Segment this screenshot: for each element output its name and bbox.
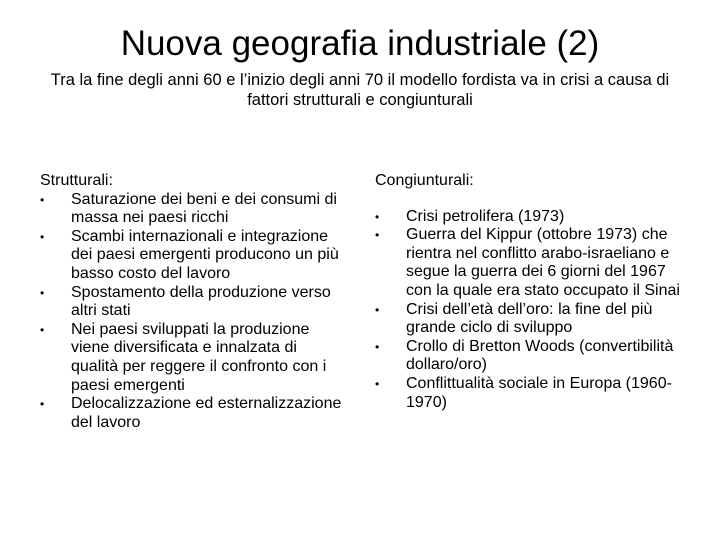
bullet-icon: • — [375, 376, 380, 391]
list-item-text: Guerra del Kippur (ottobre 1973) che rientra nel conflitto arabo-israeliano e segue la guerra dei 6 giorni del 1967 con la quale era stato occupato il Sinai — [406, 226, 680, 299]
list-item — [375, 208, 690, 227]
slide-title: Nuova geografia industriale (2) — [120, 24, 600, 63]
structural-column — [40, 172, 345, 432]
list-item — [375, 338, 690, 375]
bullet-icon: • — [375, 302, 380, 317]
list-item-text: Crisi petrolifera (1973) — [406, 207, 565, 225]
list-item-text: Crisi dell’età dell’oro: la fine del più grande ciclo di sviluppo — [406, 300, 653, 337]
structural-list — [40, 191, 345, 433]
list-item — [40, 395, 345, 432]
bullet-icon: • — [40, 285, 45, 300]
bullet-icon: • — [40, 229, 45, 244]
bullet-icon: • — [40, 322, 45, 337]
bullet-icon: • — [375, 228, 380, 243]
list-item — [375, 301, 690, 338]
list-item-text: Scambi internazionali e integrazione dei paesi emergenti producono un più basso costo del lavoro — [71, 227, 339, 282]
slide-subtitle: Tra la fine degli anni 60 e l’inizio degli anni 70 il modello fordista va in crisi a causa di fattori strutturali e congiunturali — [50, 71, 670, 109]
bullet-icon: • — [375, 209, 380, 224]
bullet-icon: • — [40, 397, 45, 412]
list-item-text: Crollo di Bretton Woods (convertibilità dollaro/oro) — [406, 337, 674, 374]
list-item — [40, 228, 345, 284]
conjunctural-list — [375, 208, 690, 413]
list-item — [40, 321, 345, 395]
list-item-text: Spostamento della produzione verso altri stati — [71, 283, 331, 320]
structural-heading: Strutturali: — [40, 172, 113, 189]
bullet-icon: • — [40, 192, 45, 207]
list-item-text: Delocalizzazione ed esternalizzazione del lavoro — [71, 395, 342, 431]
bullet-icon: • — [375, 339, 380, 354]
conjunctural-heading: Congiunturali: — [375, 172, 474, 189]
list-item-text: Saturazione dei beni e dei consumi di massa nei paesi ricchi — [71, 190, 337, 227]
list-item-text: Conflittualità sociale in Europa (1960-1970) — [406, 374, 672, 411]
list-item-text: Nei paesi sviluppati la produzione viene diversificata e innalzata di qualità per reggere il confronto con i paesi emergenti — [71, 320, 327, 394]
list-item — [40, 191, 345, 228]
list-item — [375, 375, 690, 412]
conjunctural-column — [375, 172, 690, 412]
list-item — [375, 226, 690, 300]
list-item — [40, 284, 345, 321]
